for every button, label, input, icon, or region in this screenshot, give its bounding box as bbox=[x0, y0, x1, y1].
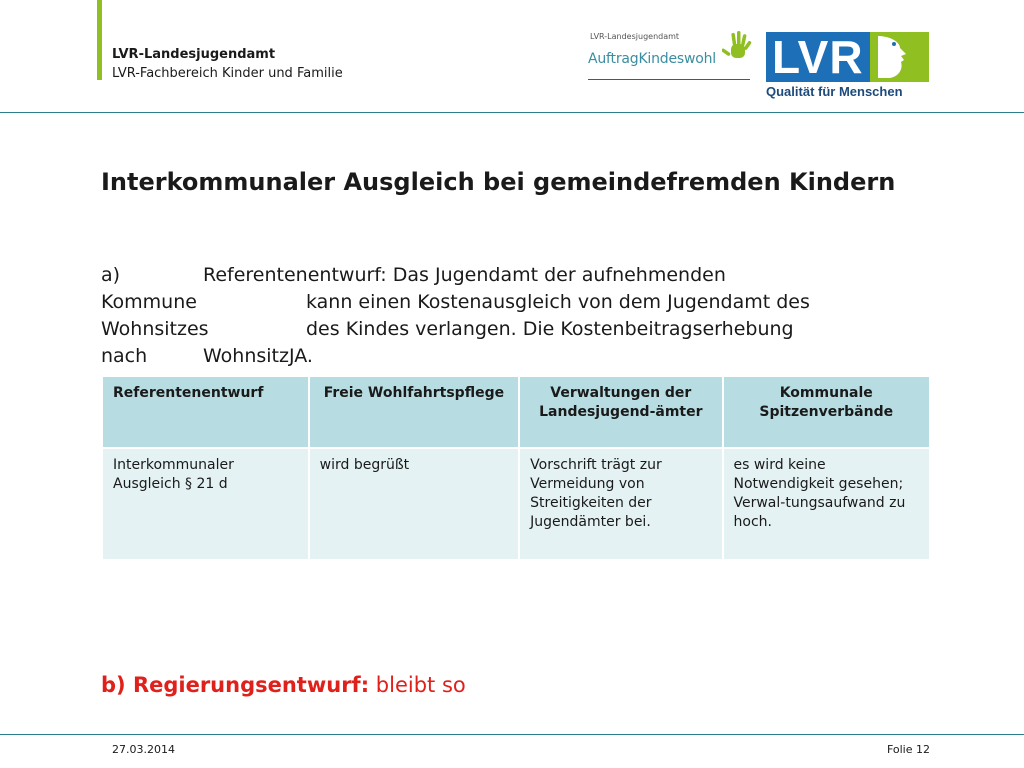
paragraph-marker: nach bbox=[101, 345, 148, 367]
paragraph-line bbox=[101, 343, 941, 370]
slide-number: Folie 12 bbox=[886, 743, 930, 756]
table-header-row bbox=[102, 376, 930, 448]
table-cell: Vorschrift trägt zur Vermeidung von Streitigkeiten der Jugendämter bei. bbox=[519, 448, 722, 560]
org-subtitle: LVR-Fachbereich Kinder und Familie bbox=[112, 66, 343, 81]
regierung-value: bleibt so bbox=[375, 673, 466, 697]
paragraph-text: des Kindes verlangen. Die Kostenbeitragserhebung bbox=[306, 318, 794, 340]
paragraph-marker: Kommune bbox=[101, 291, 197, 313]
hand-icon bbox=[722, 30, 754, 66]
lvr-tagline: Qualität für Menschen bbox=[766, 84, 903, 99]
table-header-cell: Verwaltungen der Landesjugend-ämter bbox=[519, 376, 722, 448]
paragraph-marker: Wohnsitzes bbox=[101, 318, 209, 340]
paragraph-text: Referentenentwurf: Das Jugendamt der aufnehmenden bbox=[203, 264, 726, 286]
regierung-line bbox=[101, 673, 466, 697]
paragraph-text: WohnsitzJA. bbox=[203, 345, 313, 367]
paragraph-line bbox=[101, 289, 941, 316]
comparison-table bbox=[101, 375, 931, 561]
table-header-cell: Freie Wohlfahrtspflege bbox=[309, 376, 519, 448]
table-row bbox=[102, 448, 930, 560]
table-header-cell: Referentenentwurf bbox=[102, 376, 309, 448]
intro-paragraph bbox=[101, 262, 941, 370]
table-cell: es wird keine Notwendigkeit gesehen; Verwal-tungsaufwand zu hoch. bbox=[723, 448, 931, 560]
table-cell: Interkommunaler Ausgleich § 21 d bbox=[102, 448, 309, 560]
paragraph-text: kann einen Kostenausgleich von dem Jugendamt des bbox=[306, 291, 810, 313]
lvr-logo-text: LVR bbox=[772, 31, 864, 83]
header-accent-bar bbox=[97, 0, 102, 80]
header-divider bbox=[0, 112, 1024, 113]
org-name: LVR-Landesjugendamt bbox=[112, 47, 276, 62]
table-cell: wird begrüßt bbox=[309, 448, 519, 560]
regierung-label: b) Regierungsentwurf: bbox=[101, 673, 370, 697]
table-header-cell: Kommunale Spitzenverbände bbox=[723, 376, 931, 448]
paragraph-marker: a) bbox=[101, 264, 121, 286]
paragraph-line bbox=[101, 316, 941, 343]
paragraph-line bbox=[101, 262, 941, 289]
ak-logo-underline bbox=[588, 79, 750, 80]
ak-logo-small-text: LVR-Landesjugendamt bbox=[590, 32, 680, 41]
slide-title: Interkommunaler Ausgleich bei gemeindefremden Kindern bbox=[101, 168, 896, 196]
footer-divider bbox=[0, 734, 1024, 735]
ak-logo-name: AuftragKindeswohl bbox=[588, 51, 716, 67]
footer-date: 27.03.2014 bbox=[112, 743, 175, 756]
lvr-face-icon bbox=[870, 32, 929, 82]
